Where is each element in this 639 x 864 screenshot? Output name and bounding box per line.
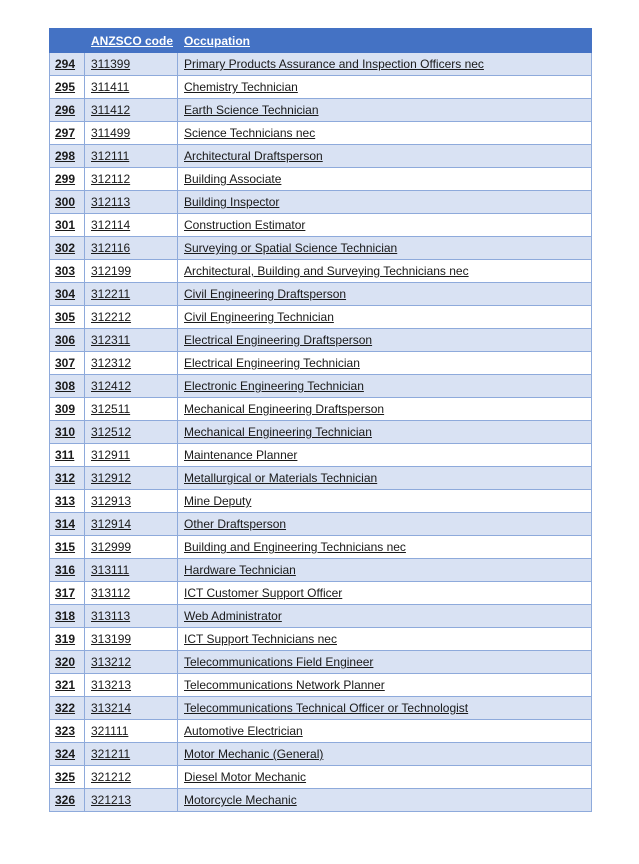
anzsco-code-link[interactable]: 312311 — [85, 329, 178, 352]
occupation-link[interactable]: Earth Science Technician — [178, 99, 592, 122]
row-number: 301 — [50, 214, 85, 237]
anzsco-code-link[interactable]: 312511 — [85, 398, 178, 421]
table-row — [50, 329, 592, 352]
table-row — [50, 743, 592, 766]
table-row — [50, 191, 592, 214]
table-row — [50, 214, 592, 237]
occupation-link[interactable]: Primary Products Assurance and Inspection Officers nec — [178, 53, 592, 76]
occupation-table — [49, 28, 592, 812]
occupation-link[interactable]: Construction Estimator — [178, 214, 592, 237]
occupation-link[interactable]: ICT Customer Support Officer — [178, 582, 592, 605]
row-number: 320 — [50, 651, 85, 674]
anzsco-code-link[interactable]: 311411 — [85, 76, 178, 99]
anzsco-code-link[interactable]: 321212 — [85, 766, 178, 789]
occupation-link[interactable]: Diesel Motor Mechanic — [178, 766, 592, 789]
occupation-link[interactable]: Motor Mechanic (General) — [178, 743, 592, 766]
row-number: 312 — [50, 467, 85, 490]
table-row — [50, 559, 592, 582]
anzsco-code-link[interactable]: 312512 — [85, 421, 178, 444]
table-row — [50, 444, 592, 467]
row-number: 324 — [50, 743, 85, 766]
row-number: 298 — [50, 145, 85, 168]
occupation-link[interactable]: Other Draftsperson — [178, 513, 592, 536]
anzsco-code-link[interactable]: 313213 — [85, 674, 178, 697]
table-row — [50, 237, 592, 260]
row-number: 315 — [50, 536, 85, 559]
occupation-link[interactable]: Mechanical Engineering Draftsperson — [178, 398, 592, 421]
row-number: 300 — [50, 191, 85, 214]
occupation-link[interactable]: Mine Deputy — [178, 490, 592, 513]
anzsco-code-link[interactable]: 312212 — [85, 306, 178, 329]
anzsco-code-link[interactable]: 312312 — [85, 352, 178, 375]
row-number: 310 — [50, 421, 85, 444]
anzsco-code-link[interactable]: 321111 — [85, 720, 178, 743]
row-number: 302 — [50, 237, 85, 260]
row-number: 296 — [50, 99, 85, 122]
anzsco-code-link[interactable]: 313212 — [85, 651, 178, 674]
occupation-link[interactable]: Maintenance Planner — [178, 444, 592, 467]
anzsco-code-link[interactable]: 312114 — [85, 214, 178, 237]
table-row — [50, 513, 592, 536]
occupation-link[interactable]: ICT Support Technicians nec — [178, 628, 592, 651]
table-row — [50, 720, 592, 743]
anzsco-code-link[interactable]: 313111 — [85, 559, 178, 582]
anzsco-code-link[interactable]: 312913 — [85, 490, 178, 513]
table-row — [50, 122, 592, 145]
row-number: 299 — [50, 168, 85, 191]
row-number: 313 — [50, 490, 85, 513]
table-row — [50, 375, 592, 398]
row-number: 307 — [50, 352, 85, 375]
row-number: 323 — [50, 720, 85, 743]
anzsco-code-link[interactable]: 313214 — [85, 697, 178, 720]
occupation-link[interactable]: Surveying or Spatial Science Technician — [178, 237, 592, 260]
header-number — [50, 29, 85, 53]
row-number: 311 — [50, 444, 85, 467]
anzsco-code-link[interactable]: 312111 — [85, 145, 178, 168]
anzsco-code-link[interactable]: 321211 — [85, 743, 178, 766]
anzsco-code-link[interactable]: 312112 — [85, 168, 178, 191]
occupation-link[interactable]: Electrical Engineering Technician — [178, 352, 592, 375]
table-row — [50, 467, 592, 490]
anzsco-code-link[interactable]: 311499 — [85, 122, 178, 145]
anzsco-code-link[interactable]: 312914 — [85, 513, 178, 536]
occupation-link[interactable]: Science Technicians nec — [178, 122, 592, 145]
table-row — [50, 582, 592, 605]
table-row — [50, 398, 592, 421]
occupation-link[interactable]: Web Administrator — [178, 605, 592, 628]
occupation-link[interactable]: Mechanical Engineering Technician — [178, 421, 592, 444]
anzsco-code-link[interactable]: 321213 — [85, 789, 178, 812]
occupation-link[interactable]: Telecommunications Field Engineer — [178, 651, 592, 674]
row-number: 295 — [50, 76, 85, 99]
row-number: 316 — [50, 559, 85, 582]
table-row — [50, 53, 592, 76]
occupation-link[interactable]: Electronic Engineering Technician — [178, 375, 592, 398]
table-row — [50, 628, 592, 651]
table-row — [50, 76, 592, 99]
anzsco-code-link[interactable]: 312211 — [85, 283, 178, 306]
row-number: 326 — [50, 789, 85, 812]
header-anzsco-code: ANZSCO code — [85, 29, 178, 53]
anzsco-code-link[interactable]: 311399 — [85, 53, 178, 76]
table-row — [50, 283, 592, 306]
anzsco-code-link[interactable]: 312999 — [85, 536, 178, 559]
row-number: 322 — [50, 697, 85, 720]
row-number: 321 — [50, 674, 85, 697]
table-row — [50, 697, 592, 720]
row-number: 318 — [50, 605, 85, 628]
row-number: 294 — [50, 53, 85, 76]
table-body — [50, 53, 592, 812]
row-number: 317 — [50, 582, 85, 605]
table-row — [50, 536, 592, 559]
row-number: 309 — [50, 398, 85, 421]
row-number: 297 — [50, 122, 85, 145]
row-number: 308 — [50, 375, 85, 398]
row-number: 314 — [50, 513, 85, 536]
table-row — [50, 145, 592, 168]
row-number: 304 — [50, 283, 85, 306]
occupation-link[interactable]: Architectural Draftsperson — [178, 145, 592, 168]
row-number: 303 — [50, 260, 85, 283]
table-row — [50, 651, 592, 674]
anzsco-code-link[interactable]: 311412 — [85, 99, 178, 122]
anzsco-code-link[interactable]: 312912 — [85, 467, 178, 490]
occupation-link[interactable]: Telecommunications Network Planner — [178, 674, 592, 697]
table-row — [50, 766, 592, 789]
table-row — [50, 260, 592, 283]
anzsco-code-link[interactable]: 312911 — [85, 444, 178, 467]
occupation-link[interactable]: Hardware Technician — [178, 559, 592, 582]
anzsco-code-link[interactable]: 312116 — [85, 237, 178, 260]
occupation-link[interactable]: Building Inspector — [178, 191, 592, 214]
anzsco-code-link[interactable]: 312199 — [85, 260, 178, 283]
table-row — [50, 605, 592, 628]
occupation-link[interactable]: Building and Engineering Technicians nec — [178, 536, 592, 559]
occupation-link[interactable]: Motorcycle Mechanic — [178, 789, 592, 812]
anzsco-code-link[interactable]: 313113 — [85, 605, 178, 628]
table-row — [50, 99, 592, 122]
anzsco-code-link[interactable]: 313112 — [85, 582, 178, 605]
occupation-link[interactable]: Chemistry Technician — [178, 76, 592, 99]
occupation-link[interactable]: Electrical Engineering Draftsperson — [178, 329, 592, 352]
occupation-link[interactable]: Automotive Electrician — [178, 720, 592, 743]
row-number: 305 — [50, 306, 85, 329]
anzsco-code-link[interactable]: 312412 — [85, 375, 178, 398]
table-row — [50, 306, 592, 329]
occupation-link[interactable]: Architectural, Building and Surveying Technicians nec — [178, 260, 592, 283]
anzsco-code-link[interactable]: 312113 — [85, 191, 178, 214]
table-row — [50, 168, 592, 191]
occupation-link[interactable]: Civil Engineering Draftsperson — [178, 283, 592, 306]
row-number: 325 — [50, 766, 85, 789]
anzsco-code-link[interactable]: 313199 — [85, 628, 178, 651]
table-header-row — [50, 29, 592, 53]
occupation-link[interactable]: Building Associate — [178, 168, 592, 191]
table-row — [50, 352, 592, 375]
row-number: 319 — [50, 628, 85, 651]
table-row — [50, 674, 592, 697]
row-number: 306 — [50, 329, 85, 352]
table-row — [50, 421, 592, 444]
table-row — [50, 789, 592, 812]
occupation-link[interactable]: Telecommunications Technical Officer or Technologist — [178, 697, 592, 720]
header-occupation: Occupation — [178, 29, 592, 53]
table-row — [50, 490, 592, 513]
occupation-link[interactable]: Metallurgical or Materials Technician — [178, 467, 592, 490]
occupation-link[interactable]: Civil Engineering Technician — [178, 306, 592, 329]
